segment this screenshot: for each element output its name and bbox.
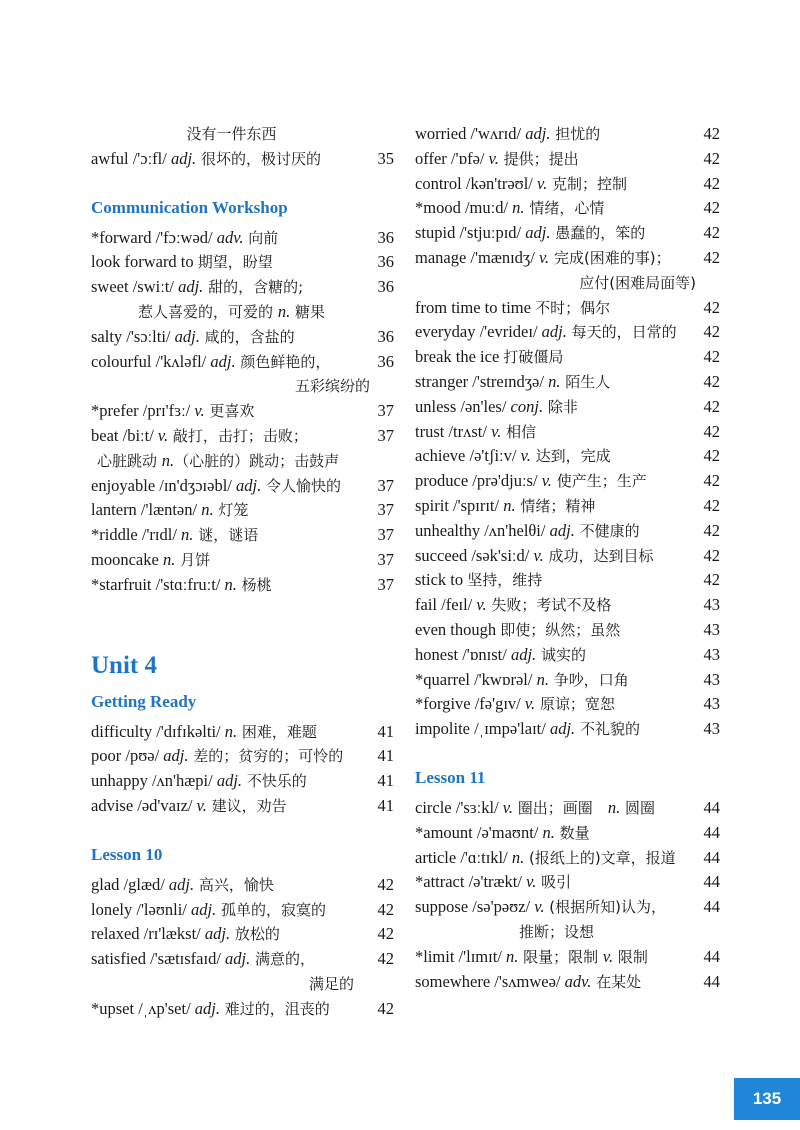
enjoyable-text: enjoyable /ɪn'dʒɔɪəbl/: [91, 475, 237, 495]
fail-pos: v.: [476, 595, 487, 615]
entry-break-the-ice: [415, 345, 720, 370]
page-ref: 41: [377, 795, 394, 815]
salty-pos: adj.: [174, 326, 200, 346]
prefer-pos: v.: [194, 401, 205, 421]
page-ref: 43: [703, 694, 720, 714]
manage-cont: 应付(困难局面等): [579, 273, 696, 292]
even-though-text: even though: [415, 619, 501, 639]
article-pos: n.: [511, 847, 525, 867]
break-ice-text: break the ice: [415, 347, 504, 367]
page-ref: 42: [377, 924, 394, 944]
circle-text: circle /'sɜːkl/: [415, 797, 503, 817]
impolite-cn: 不礼貌的: [575, 720, 640, 739]
achieve-text: achieve /ə'tʃiːv/: [415, 446, 521, 466]
entry-manage-continuation: [415, 271, 720, 296]
entry-unhealthy: [415, 519, 720, 544]
page-ref: 43: [703, 669, 720, 689]
circle-pos2: n.: [607, 797, 621, 817]
offer-text: offer /'ɒfə/: [415, 148, 489, 168]
produce-text: produce /prə'djuːs/: [415, 471, 542, 491]
entry-sweet-continuation: [91, 300, 394, 325]
suppose-cont: 推断；设想: [518, 922, 594, 941]
entry-satisfied-continuation: [91, 972, 394, 997]
entry-look-forward-to: [91, 250, 394, 275]
page-ref: 42: [703, 223, 720, 243]
section-heading-communication-workshop: Communication Workshop: [91, 197, 288, 217]
limit-pos2: v.: [602, 946, 614, 966]
impolite-pos: adj.: [549, 719, 576, 739]
unhappy-cn: 不快乐的: [242, 772, 307, 791]
poor-pos: adj.: [163, 746, 189, 766]
amount-pos: n.: [542, 822, 555, 842]
entry-riddle: [91, 523, 394, 548]
page-ref: 37: [377, 401, 394, 421]
entry-trust: [415, 420, 720, 445]
suppose-text: suppose /sə'pəʊz/: [415, 897, 535, 917]
page-ref: 42: [703, 247, 720, 267]
section-heading-lesson-11: Lesson 11: [415, 767, 486, 787]
entry-achieve: [415, 444, 720, 469]
page-ref: 42: [703, 371, 720, 391]
advise-pos: v.: [196, 795, 207, 815]
suppose-pos: v.: [534, 897, 545, 917]
produce-pos: v.: [541, 471, 552, 491]
entry-circle: [415, 796, 720, 821]
somewhere-cn: 在某处: [591, 972, 642, 991]
entry-limit: [415, 945, 720, 970]
offer-pos: v.: [488, 148, 499, 168]
advise-text: advise /əd'vaɪz/: [91, 795, 197, 815]
entry-difficulty: [91, 720, 394, 745]
page-ref: 43: [703, 719, 720, 739]
page-ref: 35: [377, 148, 394, 168]
page-ref: 44: [703, 971, 720, 991]
page-ref: 37: [377, 525, 394, 545]
achieve-cn: 达到，完成: [530, 447, 611, 466]
page-ref: 44: [703, 946, 720, 966]
entry-advise: [91, 794, 394, 819]
unless-pos: conj.: [510, 396, 544, 416]
salty-text: salty /'sɔːlti/: [91, 326, 175, 346]
page-ref: 42: [377, 949, 394, 969]
from-time-cn: 不时；偶尔: [535, 298, 611, 317]
entry-starfruit: [91, 573, 394, 598]
colourful-cont: 五彩缤纷的: [294, 377, 370, 396]
page-ref: 42: [377, 899, 394, 919]
entry-salty: [91, 325, 394, 350]
lantern-cn: 灯笼: [213, 501, 249, 520]
amount-cn: 数量: [554, 823, 590, 842]
page-ref: 42: [703, 545, 720, 565]
relaxed-pos: adj.: [204, 924, 231, 944]
difficulty-text: difficulty /'dɪfɪkəlti/: [91, 721, 225, 741]
look-forward-text: look forward to: [91, 252, 198, 272]
difficulty-pos: n.: [224, 721, 238, 741]
right-column: [415, 122, 720, 994]
page-ref: 41: [377, 746, 394, 766]
attract-pos: v.: [526, 872, 537, 892]
entry-attract: [415, 870, 720, 895]
limit-text: *limit /'lɪmɪt/: [415, 946, 506, 966]
sweet-cont-cn: 惹人喜爱的，可爱的: [138, 302, 278, 321]
sweet-cont-cn2: 糖果: [290, 302, 325, 321]
stupid-pos: adj.: [525, 223, 551, 243]
page-ref: 42: [377, 874, 394, 894]
entry-forgive: [415, 692, 720, 717]
page-ref: 42: [703, 322, 720, 342]
entry-article: [415, 846, 720, 871]
entry-quarrel: [415, 668, 720, 693]
beat-cont-cn2: （心脏的）跳动；击鼓声: [174, 451, 340, 470]
entry-mooncake: [91, 548, 394, 573]
stranger-pos: n.: [548, 371, 561, 391]
trust-text: trust /trʌst/: [415, 421, 492, 441]
entry-poor: [91, 744, 394, 769]
satisfied-text: satisfied /'sætɪsfaɪd/: [91, 949, 226, 969]
page-ref: 37: [377, 475, 394, 495]
page-ref: 44: [703, 847, 720, 867]
amount-text: *amount /ə'maʊnt/: [415, 822, 543, 842]
entry-spirit: [415, 494, 720, 519]
page-number-badge: 135: [734, 1078, 800, 1120]
forgive-cn: 原谅；宽恕: [535, 695, 615, 714]
sweet-cn: 甜的，含糖的;: [203, 278, 304, 297]
limit-pos: n.: [505, 946, 519, 966]
unhappy-text: unhappy /ʌn'hæpi/: [91, 771, 217, 791]
honest-pos: adj.: [510, 644, 537, 664]
article-cn: (报纸上的)文章，报道: [524, 848, 676, 867]
page-ref: 37: [377, 425, 394, 445]
section-heading-lesson-10: Lesson 10: [91, 844, 163, 864]
riddle-pos: n.: [181, 525, 194, 545]
control-pos: v.: [537, 173, 548, 193]
manage-cn: 完成(困难的事)；: [549, 248, 671, 267]
advise-cn: 建议，劝告: [206, 796, 287, 815]
circle-cn: 圈出；画圈: [513, 798, 608, 817]
everyday-text: everyday /'evrideɪ/: [415, 322, 542, 342]
achieve-pos: v.: [520, 446, 531, 466]
starfruit-pos: n.: [224, 574, 237, 594]
entry-offer: [415, 147, 720, 172]
sweet-text: sweet /swiːt/: [91, 277, 179, 297]
break-ice-cn: 打破僵局: [503, 348, 564, 367]
unhappy-pos: adj.: [216, 771, 243, 791]
circle-cn2: 圆圈: [620, 798, 655, 817]
upset-cn: 难过的，沮丧的: [220, 999, 330, 1018]
page-ref: 41: [377, 721, 394, 741]
entry-forward: [91, 226, 394, 251]
entry-everyday: [415, 320, 720, 345]
page-ref: 42: [703, 520, 720, 540]
entry-fail: [415, 593, 720, 618]
mood-pos: n.: [512, 198, 525, 218]
attract-text: *attract /ə'trækt/: [415, 872, 527, 892]
honest-text: honest /'ɒnɪst/: [415, 644, 511, 664]
entry-continuation: [91, 122, 394, 147]
relaxed-text: relaxed /rɪ'lækst/: [91, 924, 205, 944]
entry-unless: [415, 395, 720, 420]
manage-text: manage /'mænɪdʒ/: [415, 247, 539, 267]
riddle-text: *riddle /'rɪdl/: [91, 525, 182, 545]
page-ref: 37: [377, 549, 394, 569]
circle-pos: v.: [502, 797, 514, 817]
somewhere-pos: adv.: [564, 971, 592, 991]
entry-suppose: [415, 895, 720, 920]
control-text: control /kən'trəʊl/: [415, 173, 537, 193]
section-heading-getting-ready: Getting Ready: [91, 691, 197, 711]
satisfied-cn: 满意的，: [250, 950, 316, 969]
starfruit-text: *starfruit /'stɑːfruːt/: [91, 574, 225, 594]
control-cn: 克制；控制: [547, 174, 628, 193]
upset-pos: adj.: [194, 998, 221, 1018]
entry-relaxed: [91, 922, 394, 947]
page-ref: 43: [703, 644, 720, 664]
offer-cn: 提供；提出: [498, 149, 579, 168]
sweet-cont-pos: n.: [277, 301, 291, 321]
quarrel-pos: n.: [536, 669, 549, 689]
page-ref: 42: [703, 148, 720, 168]
stranger-cn: 陌生人: [560, 372, 611, 391]
left-top-continuation: 没有一件东西: [186, 125, 277, 143]
entry-control: [415, 172, 720, 197]
page-ref: 42: [703, 198, 720, 218]
forgive-text: *forgive /fə'gɪv/: [415, 694, 525, 714]
unless-text: unless /ən'les/: [415, 396, 511, 416]
page-ref: 42: [703, 570, 720, 590]
page-ref: 42: [703, 495, 720, 515]
fail-cn: 失败；考试不及格: [486, 596, 612, 615]
entry-even-though: [415, 618, 720, 643]
manage-pos: v.: [538, 247, 550, 267]
entry-satisfied: [91, 947, 394, 972]
stick-to-cn: 坚持，维持: [467, 571, 543, 590]
stupid-text: stupid /'stjuːpɪd/: [415, 223, 526, 243]
upset-text: *upset /ˌʌp'set/: [91, 998, 195, 1018]
entry-lantern: [91, 498, 394, 523]
mooncake-pos: n.: [162, 549, 176, 569]
forward-text: *forward /'fɔːwəd/: [91, 227, 217, 247]
prefer-text: *prefer /prɪ'fɜː/: [91, 401, 195, 421]
entry-upset: [91, 997, 394, 1022]
poor-text: poor /pʊə/: [91, 746, 164, 766]
page-ref: 42: [703, 173, 720, 193]
relaxed-cn: 放松的: [230, 925, 280, 944]
forward-pos: adv.: [216, 227, 244, 247]
awful-pos: adj.: [170, 148, 197, 168]
attract-cn: 吸引: [536, 873, 572, 892]
forgive-pos: v.: [524, 694, 536, 714]
entry-mood: [415, 196, 720, 221]
salty-cn: 咸的，含盐的: [199, 327, 295, 346]
left-column: [91, 122, 394, 1022]
entry-prefer: [91, 399, 394, 424]
page-ref: 42: [703, 396, 720, 416]
unhealthy-pos: adj.: [549, 520, 575, 540]
honest-cn: 诚实的: [536, 645, 586, 664]
entry-beat-continuation: [91, 449, 394, 474]
produce-cn: 使产生；生产: [551, 472, 647, 491]
page-ref: 44: [703, 797, 720, 817]
page-ref: 36: [377, 351, 394, 371]
trust-cn: 相信: [501, 422, 537, 441]
difficulty-cn: 困难，难题: [237, 722, 317, 741]
page-ref: 36: [377, 252, 394, 272]
page-ref: 41: [377, 771, 394, 791]
mood-cn: 情绪，心情: [524, 199, 605, 218]
entry-lonely: [91, 898, 394, 923]
entry-manage: [415, 246, 720, 271]
page-ref: 43: [703, 619, 720, 639]
sweet-pos: adj.: [178, 277, 204, 297]
colourful-cn: 颜色鲜艳的，: [235, 352, 331, 371]
lonely-pos: adj.: [191, 899, 217, 919]
entry-suppose-continuation: [415, 920, 720, 945]
spirit-pos: n.: [503, 495, 516, 515]
entry-enjoyable: [91, 474, 394, 499]
beat-cont-pos: n.: [161, 450, 175, 470]
quarrel-text: *quarrel /'kwɒrəl/: [415, 669, 537, 689]
mood-text: *mood /muːd/: [415, 198, 513, 218]
entry-impolite: [415, 717, 720, 742]
page-ref: 42: [703, 347, 720, 367]
awful-cn: 很坏的，极讨厌的: [196, 149, 321, 168]
suppose-cn: (根据所知)认为，: [544, 898, 666, 917]
page-ref: 37: [377, 500, 394, 520]
spirit-text: spirit /'spɪrɪt/: [415, 495, 504, 515]
entry-somewhere: [415, 970, 720, 995]
unless-cn: 除非: [543, 397, 578, 416]
stranger-text: stranger /'streɪndʒə/: [415, 371, 549, 391]
page-ref: 42: [703, 446, 720, 466]
lonely-text: lonely /'ləʊnli/: [91, 899, 192, 919]
entry-glad: [91, 873, 394, 898]
glad-pos: adj.: [168, 874, 195, 894]
page-ref: 36: [377, 227, 394, 247]
worried-text: worried /'wʌrɪd/: [415, 124, 526, 143]
from-time-text: from time to time: [415, 297, 536, 317]
succeed-text: succeed /sək'siːd/: [415, 545, 534, 565]
satisfied-pos: adj.: [225, 949, 251, 969]
page-ref: 42: [703, 421, 720, 441]
forward-cn: 向前: [243, 228, 279, 247]
everyday-cn: 每天的，日常的: [566, 323, 677, 342]
limit-cn: 限量；限制: [518, 947, 603, 966]
article-text: article /'ɑːtɪkl/: [415, 847, 512, 867]
entry-sweet: [91, 275, 394, 300]
colourful-pos: adj.: [210, 351, 236, 371]
poor-cn: 差的；贫穷的；可怜的: [188, 747, 344, 766]
entry-produce: [415, 469, 720, 494]
stick-to-text: stick to: [415, 570, 468, 590]
entry-colourful-continuation: [91, 374, 394, 399]
page-ref: 42: [703, 124, 720, 143]
page-ref: 44: [703, 822, 720, 842]
stupid-cn: 愚蠢的，笨的: [550, 224, 646, 243]
entry-awful: [91, 147, 394, 172]
entry-worried: [415, 122, 720, 147]
prefer-cn: 更喜欢: [204, 402, 255, 421]
entry-amount: [415, 821, 720, 846]
beat-text: beat /biːt/: [91, 425, 158, 445]
even-though-cn: 即使；纵然；虽然: [500, 620, 621, 639]
entry-colourful: [91, 350, 394, 375]
unhealthy-cn: 不健康的: [574, 521, 640, 540]
entry-from-time-to-time: [415, 296, 720, 321]
glad-text: glad /glæd/: [91, 874, 169, 894]
mooncake-text: mooncake: [91, 549, 163, 569]
unit-title: Unit 4: [91, 651, 157, 679]
entry-stick-to: [415, 568, 720, 593]
limit-cn2: 限制: [613, 947, 648, 966]
satisfied-cont: 满足的: [308, 974, 354, 993]
unhealthy-text: unhealthy /ʌn'helθi/: [415, 520, 550, 540]
beat-cn: 敲打，击打；击败；: [168, 426, 308, 445]
colourful-text: colourful /'kʌləfl/: [91, 351, 211, 371]
lantern-text: lantern /'læntən/: [91, 500, 202, 520]
worried-cn: 担忧的: [550, 125, 601, 143]
page-ref: 36: [377, 326, 394, 346]
trust-pos: v.: [491, 421, 502, 441]
page-ref: 36: [377, 277, 394, 297]
impolite-text: impolite /ˌɪmpə'laɪt/: [415, 719, 550, 739]
lantern-pos: n.: [201, 500, 214, 520]
page-ref: 44: [703, 897, 720, 917]
glad-cn: 高兴，愉快: [194, 875, 274, 894]
worried-pos: adj.: [525, 124, 551, 143]
entry-unhappy: [91, 769, 394, 794]
riddle-cn: 谜，谜语: [193, 526, 259, 545]
beat-pos: v.: [157, 425, 169, 445]
page-ref: 42: [703, 471, 720, 491]
page-ref: 42: [377, 998, 394, 1018]
page-ref: 42: [703, 297, 720, 317]
entry-stupid: [415, 221, 720, 246]
succeed-cn: 成功，达到目标: [543, 546, 654, 565]
entry-honest: [415, 643, 720, 668]
page-ref: 43: [703, 595, 720, 615]
page-ref: 37: [377, 574, 394, 594]
entry-beat: [91, 424, 394, 449]
fail-text: fail /feɪl/: [415, 595, 477, 615]
everyday-pos: adj.: [541, 322, 567, 342]
entry-stranger: [415, 370, 720, 395]
beat-cont-cn: 心脏跳动: [97, 451, 162, 470]
mooncake-cn: 月饼: [175, 550, 211, 569]
quarrel-cn: 争吵，口角: [548, 670, 629, 689]
enjoyable-cn: 令人愉快的: [261, 476, 342, 495]
entry-succeed: [415, 544, 720, 569]
starfruit-cn: 杨桃: [236, 575, 272, 594]
somewhere-text: somewhere /'sʌmweə/: [415, 971, 565, 991]
page-ref: 44: [703, 872, 720, 892]
awful-text: awful /'ɔːfl/: [91, 148, 171, 168]
lonely-cn: 孤单的，寂寞的: [216, 900, 327, 919]
enjoyable-pos: adj.: [236, 475, 262, 495]
spirit-cn: 情绪；精神: [515, 496, 596, 515]
succeed-pos: v.: [533, 545, 544, 565]
look-forward-cn: 期望，盼望: [197, 253, 273, 272]
